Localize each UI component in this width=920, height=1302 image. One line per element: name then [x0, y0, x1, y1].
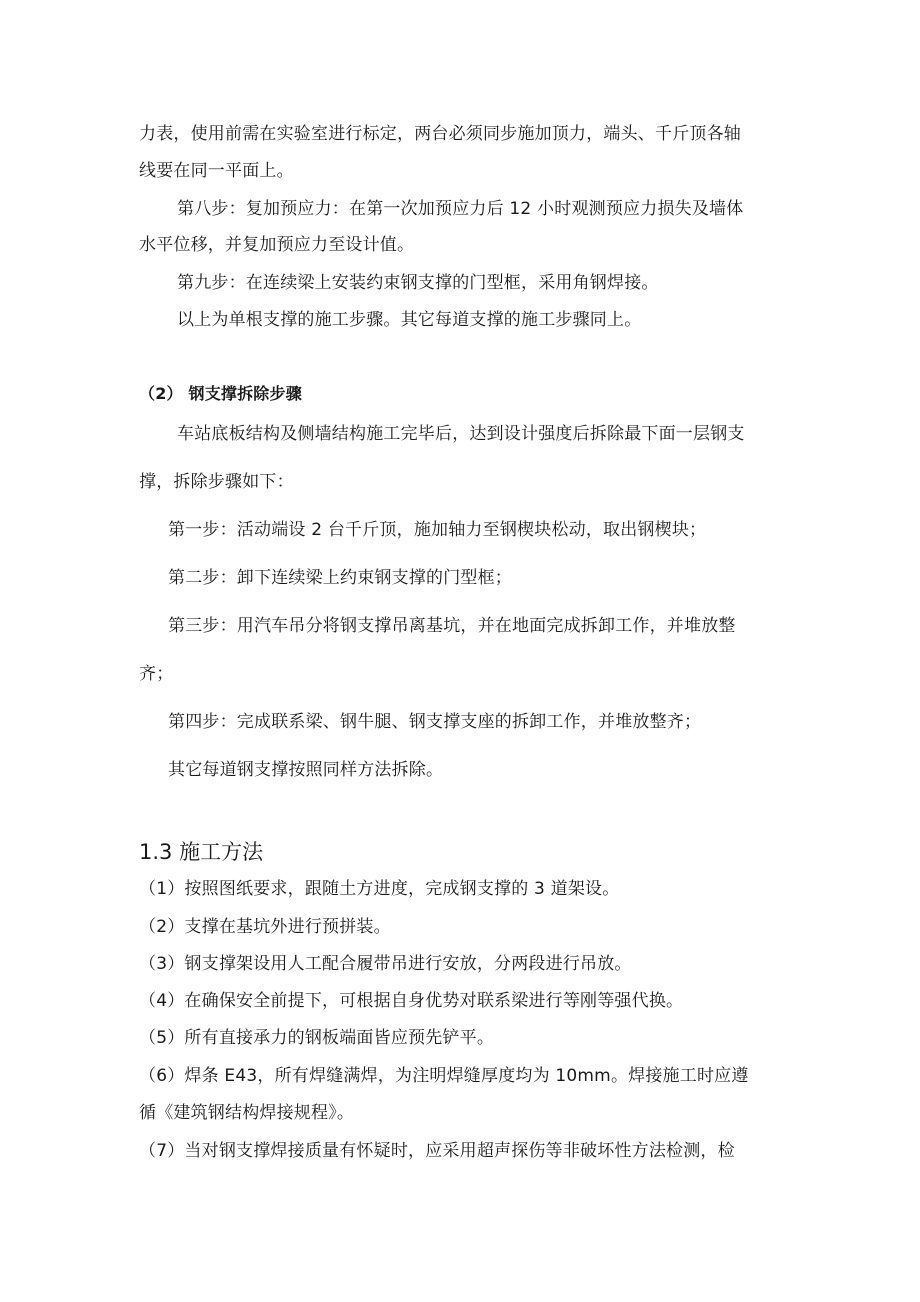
method-item-6-line-2: 循《建筑钢结构焊接规程》。 [139, 1103, 355, 1123]
removal-step-3-line-1: 第三步：用汽车吊分将钢支撑吊离基坑，并在地面完成拆卸工作，并堆放整 [168, 616, 736, 636]
method-item-2: （2）支撑在基坑外进行预拼装。 [139, 917, 391, 937]
step-9-line: 第九步：在连续梁上安装约束钢支撑的门型框，采用角钢焊接。 [177, 273, 659, 293]
removal-step-3-line-2: 齐； [139, 664, 174, 684]
step-8-line-1: 第八步：复加预应力：在第一次加预应力后 12 小时观测预应力损失及墙体 [177, 199, 744, 219]
removal-intro-line-1: 车站底板结构及侧墙结构施工完毕后，达到设计强度后拆除最下面一层钢支 [177, 424, 745, 444]
removal-intro-line-2: 撑，拆除步骤如下： [139, 472, 294, 492]
method-item-3: （3）钢支撑架设用人工配合履带吊进行安放，分两段进行吊放。 [139, 954, 632, 974]
removal-closing: 其它每道钢支撑按照同样方法拆除。 [168, 760, 444, 780]
intro-line-2: 线要在同一平面上。 [139, 161, 294, 181]
section-1-3-heading: 1.3 施工方法 [139, 840, 264, 864]
method-item-1: （1）按照图纸要求，跟随土方进度，完成钢支撑的 3 道架设。 [139, 879, 620, 899]
method-item-4: （4）在确保安全前提下，可根据自身优势对联系梁进行等刚等强代换。 [139, 991, 684, 1011]
removal-step-4: 第四步：完成联系梁、钢牛腿、钢支撑支座的拆卸工作，并堆放整齐； [168, 712, 702, 732]
intro-line-1: 力表，使用前需在实验室进行标定，两台必须同步施加顶力，端头、千斤顶各轴 [139, 124, 741, 144]
install-summary-line: 以上为单根支撑的施工步骤。其它每道支撑的施工步骤同上。 [177, 310, 642, 330]
removal-step-1: 第一步：活动端设 2 台千斤顶，施加轴力至钢楔块松动，取出钢楔块； [168, 520, 707, 540]
removal-heading: （2） 钢支撑拆除步骤 [139, 384, 302, 403]
step-8-line-2: 水平位移，并复加预应力至设计值。 [139, 235, 415, 255]
method-item-5: （5）所有直接承力的钢板端面皆应预先铲平。 [139, 1028, 495, 1048]
removal-step-2: 第二步：卸下连续梁上约束钢支撑的门型框； [168, 568, 512, 588]
method-item-6-line-1: （6）焊条 E43，所有焊缝满焊，为注明焊缝厚度均为 10mm。焊接施工时应遵 [139, 1066, 749, 1086]
method-item-7-line-1: （7）当对钢支撑焊接质量有怀疑时，应采用超声探伤等非破坏性方法检测，检 [139, 1141, 735, 1161]
